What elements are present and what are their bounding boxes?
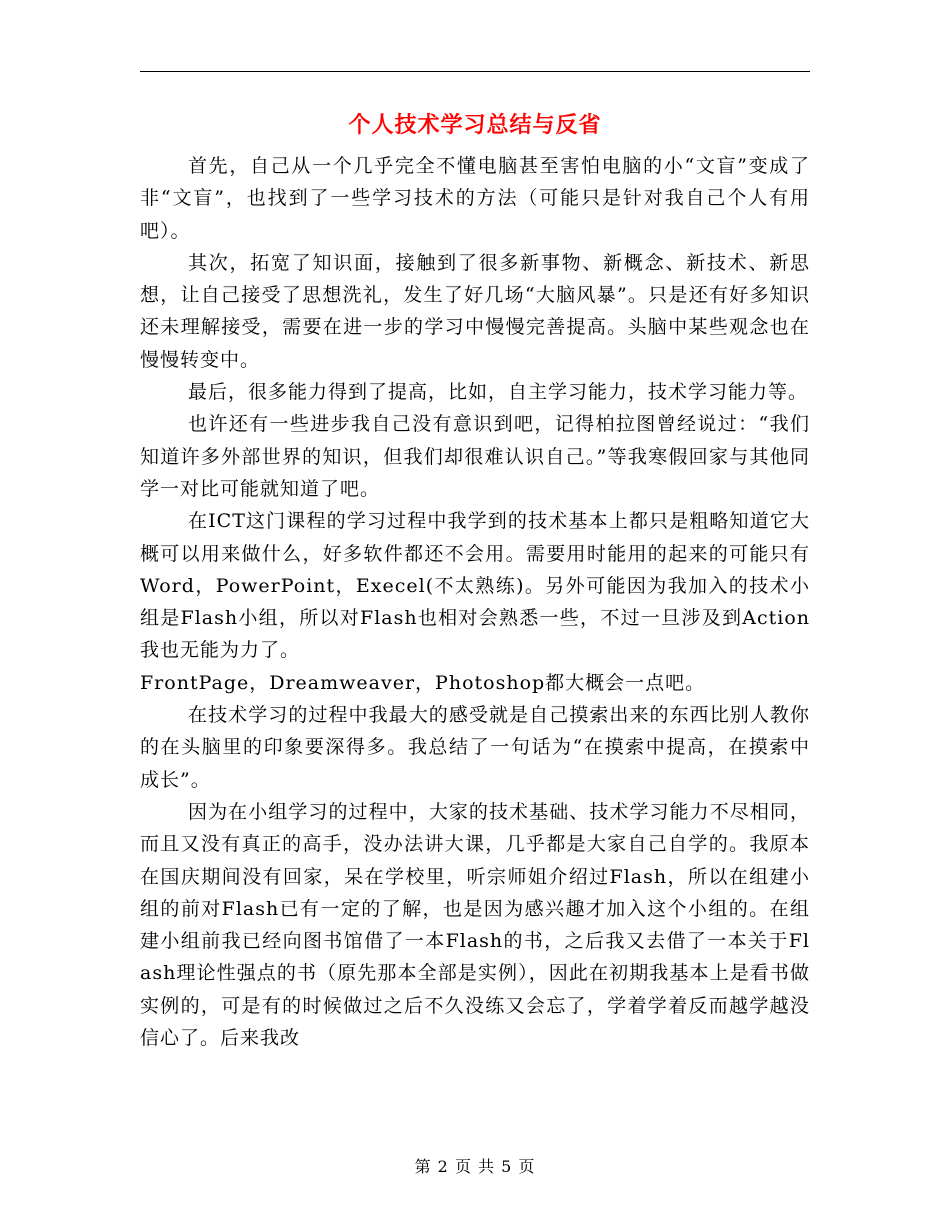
paragraph-5: 在ICT这门课程的学习过程中我学到的技术基本上都只是粗略知道它大概可以用来做什么，好多软件都还不会用。需要用时能用的起来的可能只有Word，PowerPoint，Execel(不太熟练)。另外可能因为我加入的技术小组是Flash小组，所以对Flash也相对会熟悉一些，不过一旦涉及到Action我也无能为力了。 [140, 510, 810, 662]
paragraph-2: 其次，拓宽了知识面，接触到了很多新事物、新概念、新技术、新思想，让自己接受了思想洗礼，发生了好几场“大脑风暴”。只是还有好多知识还未理解接受，需要在进一步的学习中慢慢完善提高。头脑中某些观念也在慢慢转变中。 [140, 251, 810, 371]
paragraph-3: 最后，很多能力得到了提高，比如，自主学习能力，技术学习能力等。 [188, 381, 809, 404]
paragraph-7: 在技术学习的过程中我最大的感受就是自己摸索出来的东西比别人教你的在头脑里的印象要深得多。我总结了一句话为“在摸索中提高，在摸索中成长”。 [140, 704, 810, 791]
document-body [140, 150, 810, 1054]
paragraph-6: FrontPage，Dreamweaver，Photoshop都大概会一点吧。 [140, 671, 706, 694]
page-number-footer: 第 2 页 共 5 页 [414, 1157, 536, 1176]
paragraph-8: 因为在小组学习的过程中，大家的技术基础、技术学习能力不尽相同，而且又没有真正的高手，没办法讲大课，几乎都是大家自己自学的。我原本在国庆期间没有回家，呆在学校里，听宗师姐介绍过Flash，所以在组建小组的前对Flash已有一定的了解，也是因为感兴趣才加入这个小组的。在组建小组前我已经向图书馆借了一本Flash的书，之后我又去借了一本关于Flash理论性强点的书（原先那本全部是实例），因此在初期我基本上是看书做实例的，可是有的时候做过之后不久没练又会忘了，学着学着反而越学越没信心了。后来我改 [140, 800, 810, 1050]
paragraph-4: 也许还有一些进步我自己没有意识到吧，记得柏拉图曾经说过：“我们知道许多外部世界的知识，但我们却很难认识自己。”等我寒假回家与其他同学一对比可能就知道了吧。 [140, 413, 810, 500]
document-title: 个人技术学习总结与反省 [348, 112, 602, 138]
header-rule [140, 71, 810, 72]
paragraph-1: 首先，自己从一个几乎完全不懂电脑甚至害怕电脑的小“文盲”变成了非“文盲”，也找到了一些学习技术的方法（可能只是针对我自己个人有用吧）。 [140, 155, 810, 242]
